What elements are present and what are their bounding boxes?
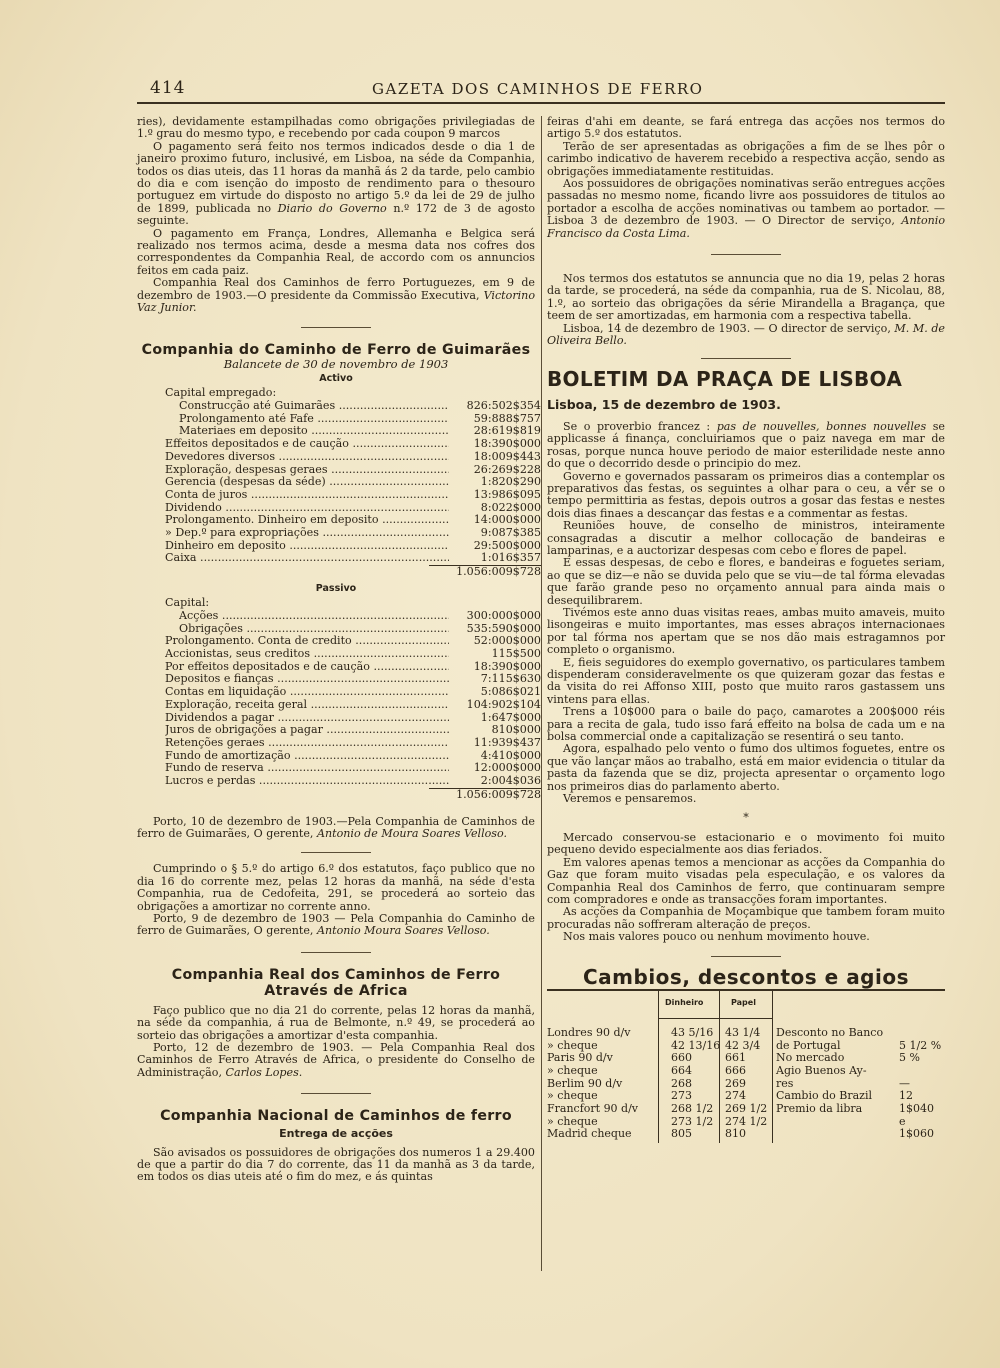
market-paragraph: Em valores apenas temos a mencionar as acções da Companhia do Gaz que foram muito visadas pela especulação, e os valores da Companhia Real dos Caminhos de ferro, que continuaram sempre com compradores e onde as transacções foram importantes. xyxy=(547,855,945,906)
rate-value: — xyxy=(899,1076,910,1090)
dinheiro-value: 660 xyxy=(671,1051,692,1065)
ledger-label: Depositos e fianças ..... xyxy=(165,673,449,686)
passivo-label: Passivo xyxy=(315,582,357,594)
exchange-label: Berlim 90 d/v xyxy=(547,1076,623,1090)
africa-closing xyxy=(137,1042,535,1079)
exchange-label: » cheque xyxy=(547,1038,598,1052)
ledger-value: 2:004$036 xyxy=(480,774,541,788)
ledger-value: 9:087$385 xyxy=(480,526,541,540)
africa-closing-text: Porto, 12 de dezembro de 1903. — Pela Companhia Real dos Caminhos de Ferro Através de Africa, o presidente do Conselho de Administração, xyxy=(137,1040,535,1079)
continuation-signature: Antonio Francisco da Costa Lima. xyxy=(547,214,945,240)
ledger-label: Gerencia (despesas da séde) ..... xyxy=(165,476,449,489)
ledger-label: Construcção até Guimarães ..... xyxy=(179,400,449,413)
running-title: GAZETA DOS CAMINHOS DE FERRO xyxy=(372,80,704,98)
ledger-row xyxy=(165,737,541,750)
intro-signature-name: Victorino Vaz Junior. xyxy=(137,288,535,315)
ledger-label: Dinheiro em deposito ..... xyxy=(165,540,449,553)
ledger-row xyxy=(165,712,541,725)
section-asterisk: * xyxy=(743,810,749,824)
ledger-label: Effeitos depositados e de caução ..... xyxy=(165,438,449,451)
payment-paragraph xyxy=(137,141,535,228)
sorteio-signature: Antonio Moura Soares Velloso. xyxy=(316,924,490,938)
ledger-label: Accionistas, seus creditos ..... xyxy=(165,648,449,661)
activo-label: Activo xyxy=(319,372,353,384)
ledger-label: Juros de obrigações a pagar ..... xyxy=(165,724,449,737)
boletim-title: BOLETIM DA PRAÇA DE LISBOA xyxy=(547,366,903,391)
ledger-value: 7:115$630 xyxy=(480,672,541,686)
rate-label: de Portugal xyxy=(776,1038,841,1052)
exchange-labels xyxy=(547,1027,657,1141)
sorteio-closing xyxy=(137,913,535,938)
continuation-p2: Terão de ser apresentadas as obrigações a fim de se lhes pôr o carimbo indicativo de haverem recebido a respectiva acção, sendo as obrigações immediatamente restituidas. xyxy=(547,139,945,178)
exchange-papel xyxy=(725,1027,771,1141)
ledger-row xyxy=(165,552,541,565)
rate-value: 12 xyxy=(899,1089,913,1103)
boletim-paragraph: Veremos e pensaremos. xyxy=(563,792,697,806)
ledger-label: Contas em liquidação ..... xyxy=(165,686,449,699)
papel-value: 274 1/2 xyxy=(725,1114,768,1128)
papel-value: 269 1/2 xyxy=(725,1102,768,1116)
papel-value: 42 3/4 xyxy=(725,1038,761,1052)
table-hline xyxy=(658,1018,719,1019)
ledger-value: 12:000$000 xyxy=(473,761,541,775)
mirandella-signature: M. M. de Oliveira Bello. xyxy=(547,321,945,348)
exchange-label: » cheque xyxy=(547,1089,598,1103)
ledger-row xyxy=(165,635,541,648)
market-paragraph: Mercado conservou-se estacionario e o movimento foi muito pequeno devido especialmente aos dias feriados. xyxy=(547,830,945,857)
ledger-value: 18:009$443 xyxy=(473,449,541,463)
ledger-label: Conta de juros ..... xyxy=(165,489,449,502)
boletim-paragraph: Tivémos este anno duas visitas reaes, ambas muito amaveis, muito lisongeiras e muito importantes, mas esses abraços internacionaes por tal fórma nos apertam que se nos dão mais estragamnos por completo o organismo. xyxy=(547,606,945,657)
ledger-row xyxy=(165,699,541,712)
rate-value: 5 1/2 % xyxy=(899,1038,942,1052)
exchange-label: » cheque xyxy=(547,1114,598,1128)
boletim-paragraph: Trens a 10$000 para o baile do paço, camarotes a 200$000 réis para a recita de gala, tudo isso fará effeito na bolsa de cada um e na bolsa commercial onde a capitalização se resentirá o seu tanto. xyxy=(547,705,945,744)
boletim-paragraph: Governo e governados passaram os primeiros dias a contemplar os preparativos das festas, os seguintes a olhar para o ceu, a vêr se o tempo permittiria as festas, depois outros a gosar das festas e nestes dois dias finaes a descançar das festas e a commentar as festas. xyxy=(547,469,945,520)
market-paragraph: As acções da Companhia de Moçambique que tambem foram muito procuradas não soffreram alteração de preços. xyxy=(547,905,945,931)
rate-label: Agio Buenos Ay- xyxy=(776,1064,867,1078)
ledger-label: Acções ..... xyxy=(179,610,449,623)
papel-value: 43 1/4 xyxy=(725,1025,761,1039)
activo-total-row xyxy=(165,565,541,579)
ledger-value: 29:500$000 xyxy=(473,538,541,552)
ledger-value: 1:647$000 xyxy=(480,710,541,724)
ledger-label: Fundo de reserva ..... xyxy=(165,762,449,775)
continuation-p3 xyxy=(547,178,945,240)
rate-values xyxy=(899,1027,943,1141)
ledger-row xyxy=(165,686,541,699)
payment-text-end: n.º 172 de 3 de agosto seguinte. xyxy=(137,201,536,228)
papel-value: 810 xyxy=(725,1127,746,1141)
ledger-value: 8:022$000 xyxy=(480,500,541,514)
ledger-value: 52:000$000 xyxy=(473,634,541,648)
ledger-value: 18:390$000 xyxy=(473,659,541,673)
section-rule xyxy=(301,327,371,328)
rate-label: res xyxy=(776,1076,794,1090)
nacional-subtitle: Entrega de acções xyxy=(279,1127,393,1141)
col-head-dinheiro: Dinheiro xyxy=(665,997,704,1007)
rate-label: Desconto no Banco xyxy=(776,1025,884,1039)
mirandella-closing-text: Lisboa, 14 de dezembro de 1903. — O director de serviço, xyxy=(563,321,891,335)
ledger-value: 826:502$354 xyxy=(466,399,541,413)
intro-paragraph: ries), devidamente estampilhadas como obrigações privilegiadas de 1.º grau do mesmo typo, e recebendo por cada coupon 9 marcos xyxy=(137,115,535,141)
activo-rows xyxy=(165,400,541,565)
exchange-label: Londres 90 d/v xyxy=(547,1025,631,1039)
foreign-payment-paragraph: O pagamento em França, Londres, Allemanha e Belgica será realizado nos termos acima, desde a mesma data nos cofres dos correspondentes da Companhia Real, de accordo com os annuncios feitos em cada paiz. xyxy=(137,226,535,277)
boletim-p1-start: Se o proverbio francez : xyxy=(563,419,711,433)
ledger-value: 104:902$104 xyxy=(466,697,541,711)
ledger-value: 59:888$757 xyxy=(473,411,541,425)
rate-label xyxy=(776,1116,892,1129)
table-hline xyxy=(719,1018,772,1019)
ledger-value: 13:986$095 xyxy=(473,487,541,501)
ledger-label: Caixa ..... xyxy=(165,552,449,565)
table-vline xyxy=(719,991,720,1143)
intro-signature-text: Companhia Real dos Caminhos de ferro Portuguezes, em 9 de dezembro de 1903.—O presidente da Commissão Executiva, xyxy=(137,276,535,302)
boletim-paragraph: Agora, espalhado pelo vento o fumo dos ultimos foguetes, entre os que vão lançar mãos ao trabalho, está em maior evidencia o titular da pasta da fazenda que se diz, projecta apresentar o orçamento logo nos primeiros dias do parlamento aberto. xyxy=(547,742,945,793)
exchange-label: » cheque xyxy=(547,1064,598,1078)
dinheiro-value: 664 xyxy=(671,1064,692,1078)
rate-value xyxy=(899,1065,943,1078)
boletim-proverb: pas de nouvelles, bonnes nouvelles xyxy=(716,419,927,433)
dinheiro-value: 268 xyxy=(671,1076,692,1090)
ledger-label: Obrigações ..... xyxy=(179,623,449,636)
table-vline xyxy=(772,991,773,1143)
activo-group-label: Capital empregado: xyxy=(165,386,277,400)
ledger-row xyxy=(165,451,541,464)
section-rule xyxy=(711,956,781,957)
column-divider xyxy=(541,116,542,1271)
market-paragraphs xyxy=(547,832,945,944)
ledger-row xyxy=(165,610,541,623)
table-vline xyxy=(658,991,659,1143)
sorteio-notice: Cumprindo o § 5.º do artigo 6.º dos estatutos, faço publico que no dia 16 do corrente mez, pelas 12 horas da manhã, na séde d'esta Companhia, rua de Cedofeita, 291, se procederá ao sorteio das obrigações a amortizar no corrente anno. xyxy=(137,862,535,913)
boletim-date: Lisboa, 15 de dezembro de 1903. xyxy=(547,396,781,412)
page-number: 414 xyxy=(150,78,186,98)
ledger-row xyxy=(165,489,541,502)
exchange-label: Madrid cheque xyxy=(547,1127,632,1141)
papel-value: 666 xyxy=(725,1064,746,1078)
ledger-label: Exploração, despesas geraes ..... xyxy=(165,464,449,477)
cambios-title: Cambios, descontos e agios xyxy=(582,964,910,989)
section-rule xyxy=(301,1093,371,1094)
rate-value: e xyxy=(899,1114,906,1128)
ledger-label: Materiaes em deposito ..... xyxy=(179,425,449,438)
intro-signature xyxy=(137,277,535,314)
rate-value: 5 % xyxy=(899,1051,920,1065)
papel-value: 269 xyxy=(725,1076,746,1090)
ledger-value: 18:390$000 xyxy=(473,437,541,451)
ledger-label: Prolongamento. Conta de credito ..... xyxy=(165,635,449,648)
guimaraes-signature: Antonio de Moura Soares Velloso. xyxy=(316,826,508,840)
market-paragraph: Nos mais valores pouco ou nenhum movimento houve. xyxy=(563,930,870,944)
passivo-group-label: Capital: xyxy=(165,596,210,610)
ledger-row xyxy=(165,775,541,788)
rate-value: 1$060 xyxy=(899,1127,934,1141)
rate-label: Cambio do Brazil xyxy=(776,1089,872,1103)
mirandella-notice: Nos termos dos estatutos se annuncia que no dia 19, pelas 2 horas da tarde, se procederá, na séde da companhia, rua de S. Nicolau, 88, 1.º, ao sorteio das obrigações da série Mirandella a Bragança, que teem de ser amortizadas, em harmonia com a respectiva tabella. xyxy=(547,272,945,323)
ledger-value: 1:820$290 xyxy=(480,475,541,489)
activo-ledger xyxy=(165,387,541,579)
nacional-body: São avisados os possuidores de obrigações dos numeros 1 a 29.400 de que a partir do dia 7 do corrente, das 11 da manhã as 3 da tarde, em todos os dias uteis até o fim do mez, e ás quintas xyxy=(137,1145,535,1184)
ledger-row xyxy=(165,527,541,540)
africa-title-2: Através de Africa xyxy=(264,982,408,999)
dinheiro-value: 43 5/16 xyxy=(671,1025,714,1039)
africa-title-1: Companhia Real dos Caminhos de Ferro xyxy=(171,966,501,983)
guimaraes-closing xyxy=(137,816,535,841)
ledger-value: 810$000 xyxy=(491,723,541,737)
ledger-label: Exploração, receita geral ..... xyxy=(165,699,449,712)
left-column xyxy=(137,115,541,1184)
rate-value: 1$040 xyxy=(899,1102,934,1116)
ledger-value: 11:939$437 xyxy=(473,736,541,749)
ledger-label: » Dep.º para expropriações ..... xyxy=(165,527,449,540)
section-rule xyxy=(711,254,781,255)
rate-label xyxy=(776,1128,892,1141)
boletim-paragraph: E, fieis seguidores do exemplo governativo, os particulares tambem dispenderam consideravelmente os que quizeram gozar das festas e da visita do rei Affonso XIII, posto que muito raros gastassem uns vintens para ellas. xyxy=(547,655,945,706)
rate-labels xyxy=(776,1027,892,1141)
passivo-rows xyxy=(165,610,541,788)
ledger-value: 535:590$000 xyxy=(466,621,541,635)
boletim-paragraphs xyxy=(547,471,945,806)
ledger-value: 28:619$819 xyxy=(473,424,541,438)
boletim-paragraph: Reuniões houve, de conselho de ministros, inteiramente consagradas a discutir a melhor collocação de bandeiras e lamparinas, e a auctorizar despesas com cebo e flores de papel. xyxy=(547,519,945,557)
ledger-label: Retenções geraes ..... xyxy=(165,737,449,750)
ledger-value: 26:269$228 xyxy=(473,462,541,476)
exchange-label: Francfort 90 d/v xyxy=(547,1102,639,1116)
guimaraes-closing-text: Porto, 10 de dezembro de 1903.—Pela Companhia de Caminhos de ferro de Guimarães, O gerente, xyxy=(137,814,535,840)
ledger-value: 5:086$021 xyxy=(480,685,541,699)
africa-signature: Carlos Lopes. xyxy=(225,1065,303,1079)
passivo-total-row xyxy=(165,788,541,802)
exchange-dinheiro xyxy=(671,1025,721,1141)
dinheiro-value: 42 13/16 xyxy=(671,1038,721,1052)
dinheiro-value: 273 1/2 xyxy=(671,1114,714,1128)
ledger-label: Prolongamento até Fafe ..... xyxy=(179,413,449,426)
papel-value: 661 xyxy=(725,1051,746,1065)
rate-label: Premio da libra xyxy=(776,1102,863,1116)
ledger-value: 1:016$357 xyxy=(480,551,541,565)
dinheiro-value: 805 xyxy=(671,1127,692,1141)
dinheiro-value: 268 1/2 xyxy=(671,1102,714,1116)
col-head-papel: Papel xyxy=(731,997,756,1007)
mirandella-closing xyxy=(547,323,945,348)
ledger-label: Dividendos a pagar ..... xyxy=(165,712,449,725)
africa-body: Faço publico que no dia 21 do corrente, pelas 12 horas da manhã, na séde da companhia, á rua de Belmonte, n.º 49, se procederá ao sorteio das obrigações a amortizar d'esta companhia. xyxy=(137,1003,535,1042)
continuation-p1: feiras d'ahi em deante, se fará entrega das acções nos termos do artigo 5.º dos estatutos. xyxy=(547,115,945,141)
rate-label: No mercado xyxy=(776,1051,845,1065)
ledger-value: 300:000$000 xyxy=(466,608,541,622)
boletim-p1-end: se applicasse á finança, concluiriamos que o paiz navega em mar de rosas, porque nunca houve periodo de maior esterilidade neste anno do que o decorrido desde o principio do mez. xyxy=(547,419,945,471)
ledger-value: 14:000$000 xyxy=(473,513,541,527)
ledger-label: Fundo de amortização ..... xyxy=(165,750,449,763)
ledger-row xyxy=(165,438,541,451)
boletim-paragraph-1 xyxy=(547,421,945,471)
cambios-table xyxy=(547,991,945,1161)
section-rule xyxy=(301,852,371,853)
nacional-title: Companhia Nacional de Caminhos de ferro xyxy=(160,1108,512,1125)
exchange-label: Paris 90 d/v xyxy=(547,1051,613,1065)
ledger-label: Por effeitos depositados e de caução ..... xyxy=(165,661,449,674)
rate-value xyxy=(899,1027,943,1040)
ledger-value: 115$500 xyxy=(491,647,541,661)
ledger-value: 4:410$000 xyxy=(480,748,541,762)
activo-total: 1.056:009$728 xyxy=(429,565,541,579)
dinheiro-value: 273 xyxy=(671,1089,692,1103)
continuation-p3-text: Aos possuidores de obrigações nominativas serão entregues acções passadas no mesmo nome, ficando livre aos possuidores de titulos ao portador a escolha de acções nominativas ou tambem ao portador. — Lisboa 3 de dezembro de 1903. — O Director de serviço, xyxy=(547,177,945,228)
payment-text: O pagamento será feito nos termos indicados desde o dia 1 de janeiro proximo futuro, inclusivé, em Lisboa, na séde da Companhia, todos os dias uteis, das 11 horas da manhã ás 2 da tarde, pelo cambio do dia e com isenção do imposto de rendimento para o thesouro portuguez em virtude do disposto no artigo 5.º da lei de 29 de julho de 1899, publicada no xyxy=(137,139,535,215)
passivo-ledger xyxy=(165,597,541,801)
page-header xyxy=(150,78,950,104)
ledger-label: Dividendo ..... xyxy=(165,502,449,515)
ledger-label: Devedores diversos ..... xyxy=(165,451,449,464)
diario-do-governo: Diario do Governo xyxy=(277,201,387,215)
ledger-label: Prolongamento. Dinheiro em deposito ..... xyxy=(165,514,449,527)
ledger-row xyxy=(165,648,541,661)
passivo-total: 1.056:009$728 xyxy=(429,788,541,802)
boletim-paragraph: E essas despesas, de cebo e flores, e bandeiras e foguetes seriam, ao que se diz—e não se duvida pelo que se viu—de tal fórma elevadas que farão grande peso no orçamento annual para ainda mais o desequilibrarem. xyxy=(547,556,945,607)
papel-value: 274 xyxy=(725,1089,746,1103)
header-rule xyxy=(137,102,945,104)
sorteio-closing-text: Porto, 9 de dezembro de 1903 — Pela Companhia do Caminho de ferro de Guimarães, O gerente, xyxy=(137,911,535,938)
ledger-row xyxy=(165,400,541,413)
ledger-label: Lucros e perdas ..... xyxy=(165,775,449,788)
guimaraes-title: Companhia do Caminho de Ferro de Guimarães xyxy=(141,341,531,358)
section-rule xyxy=(701,358,791,359)
section-rule xyxy=(301,952,371,953)
guimaraes-subtitle: Balancete de 30 de novembro de 1903 xyxy=(223,356,449,371)
right-column xyxy=(547,116,945,1161)
